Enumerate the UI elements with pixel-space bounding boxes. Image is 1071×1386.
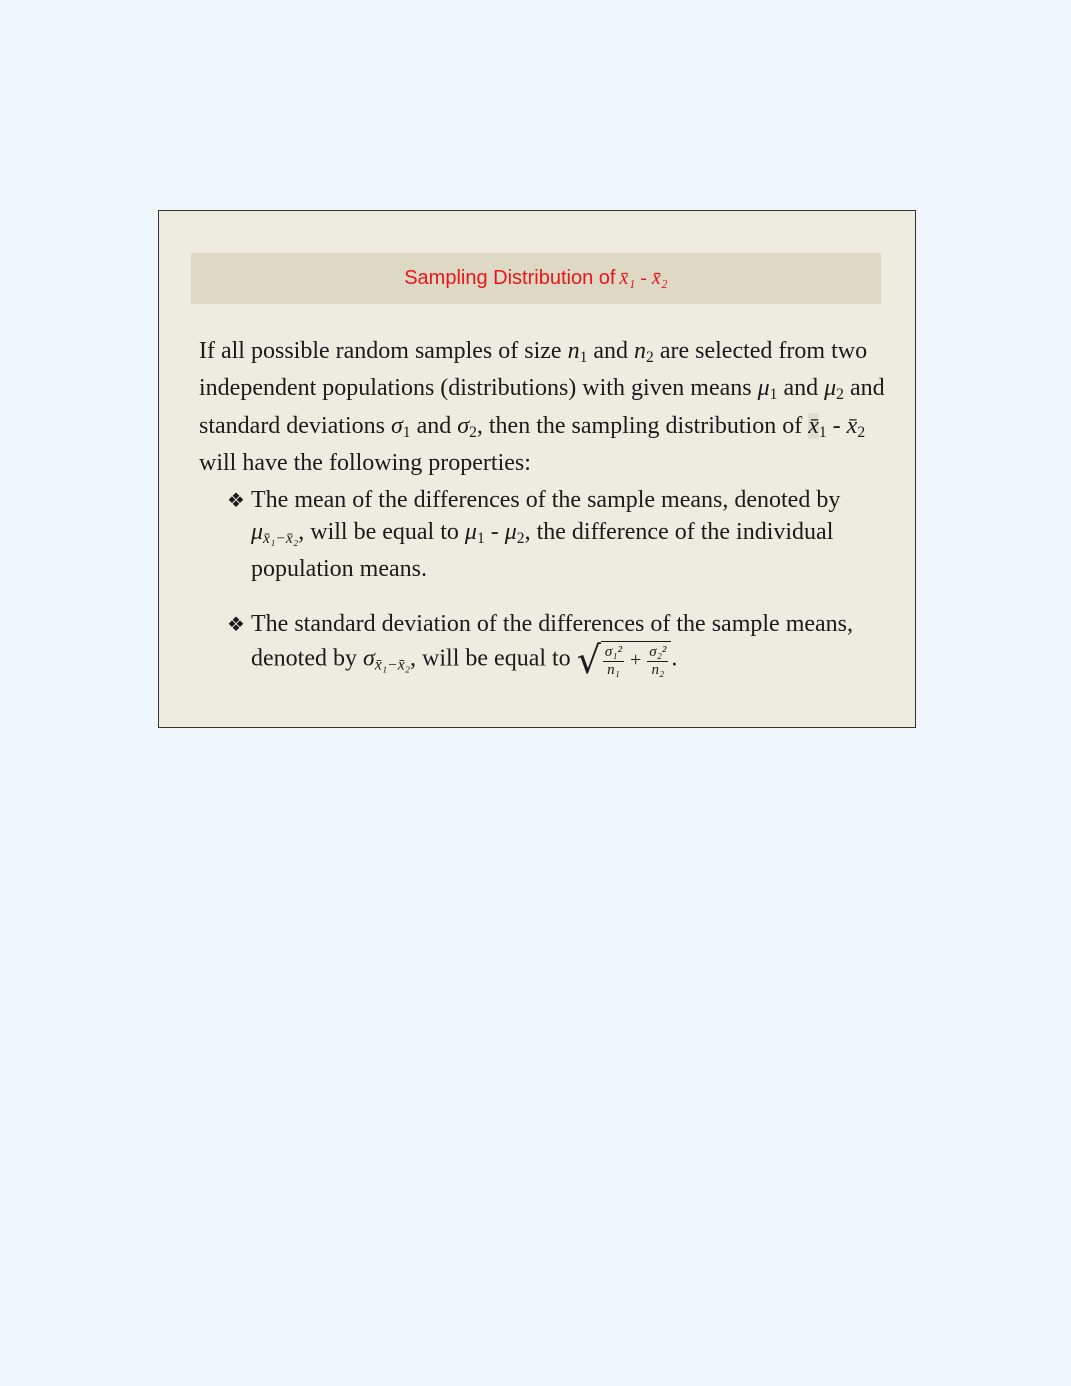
diamond-bullet-icon: ❖	[227, 488, 245, 512]
minus-sign: -	[826, 412, 847, 439]
intro-text: are selected from two independent populations (distributions) with given means	[199, 338, 868, 402]
fraction-1	[603, 644, 624, 679]
bullet-text: , the difference of the individual population means.	[251, 518, 834, 582]
bullet-text: The mean of the differences of the sample means, denoted by	[251, 487, 841, 513]
mu-symbol: μ	[251, 518, 264, 545]
radical-icon: √	[576, 637, 601, 682]
fraction-numerator: σ₁²	[604, 643, 623, 660]
diamond-bullet-icon: ❖	[227, 612, 245, 636]
mu1-subscript: 1	[769, 386, 778, 404]
mu1-symbol: μ	[464, 518, 477, 545]
intro-text: and	[410, 412, 458, 439]
xbar2-subscript: 2	[857, 423, 866, 441]
n2-subscript: 2	[646, 348, 654, 366]
n1-symbol: n	[567, 338, 580, 364]
sigma2-symbol: σ	[457, 412, 470, 439]
period: .	[671, 645, 678, 672]
slide-title	[191, 253, 881, 304]
bullet-std-dev	[227, 609, 867, 680]
bullet-text: , will be equal to	[410, 645, 577, 672]
mu1-subscript: 1	[476, 529, 485, 547]
mu2-subscript: 2	[516, 529, 525, 547]
mu2-symbol: μ	[504, 518, 517, 545]
sqrt-formula	[576, 637, 672, 682]
sigma1-symbol: σ	[390, 412, 403, 439]
fraction-denominator: n₂	[651, 661, 665, 678]
bullet-text: The standard deviation of the differences of the sample means, denoted by	[251, 611, 854, 672]
plus-sign: +	[630, 649, 642, 672]
xbar1-subscript: 1	[818, 423, 827, 441]
xbar2-symbol: x̄	[846, 412, 858, 439]
sigma1-subscript: 1	[402, 423, 411, 441]
fraction-numerator: σ₂²	[649, 643, 667, 660]
mu-subscript: x̄₁−x̄₂	[263, 529, 299, 547]
n1-subscript: 1	[579, 348, 588, 366]
fraction-2	[647, 644, 668, 679]
bullet-mean	[227, 485, 867, 585]
n2-symbol: n	[634, 338, 647, 364]
sigma-symbol: σ	[362, 645, 375, 672]
title-math: x̄₁ - x̄₂	[619, 267, 668, 289]
mu1-symbol: μ	[757, 375, 770, 402]
intro-text: and	[777, 375, 825, 402]
intro-text: will have the following properties:	[199, 450, 531, 477]
mu2-subscript: 2	[836, 386, 844, 404]
xbar1-symbol: x̄	[808, 412, 819, 439]
sigma2-subscript: 2	[469, 423, 477, 441]
intro-text: If all possible random samples of size	[199, 338, 568, 364]
minus-sign: -	[484, 518, 505, 545]
fraction-denominator: n₁	[607, 661, 620, 678]
mu2-symbol: μ	[824, 375, 837, 402]
intro-text: and	[587, 338, 635, 364]
title-text: Sampling Distribution of	[404, 267, 616, 289]
intro-paragraph	[199, 336, 889, 479]
intro-text: and standard deviations	[199, 375, 885, 439]
slide-panel	[158, 210, 916, 728]
sigma-subscript: x̄₁−x̄₂	[374, 655, 411, 673]
bullet-text: , will be equal to	[298, 518, 465, 545]
intro-text: , then the sampling distribution of	[476, 412, 809, 439]
